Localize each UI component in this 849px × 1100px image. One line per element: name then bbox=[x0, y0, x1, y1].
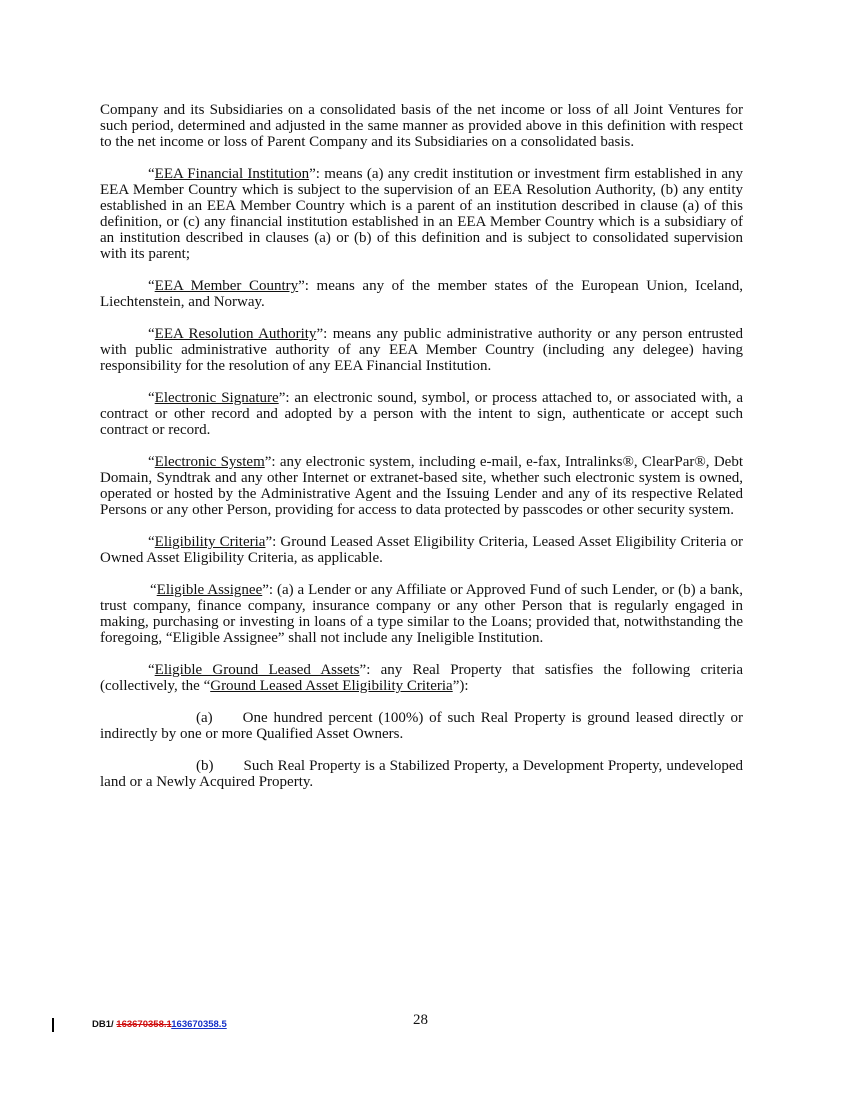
defined-term: Ground Leased Asset Eligibility Criteria bbox=[210, 678, 453, 694]
criteria-item-b: (b) Such Real Property is a Stabilized Property, a Development Property, undeveloped land or a Newly Acquired Property. bbox=[100, 758, 743, 790]
defined-term: Electronic System bbox=[154, 454, 265, 470]
page-footer bbox=[0, 1012, 849, 1052]
item-label: (b) bbox=[196, 758, 214, 774]
item-label: (a) bbox=[196, 710, 213, 726]
definition-eligibility-criteria: “Eligibility Criteria”: Ground Leased Asset Eligibility Criteria, Leased Asset Eligibility Criteria or Owned Asset Eligibility Criteria, as applicable. bbox=[100, 534, 743, 566]
defined-term: EEA Member Country bbox=[154, 278, 299, 294]
defined-term: Eligible Assignee bbox=[156, 582, 263, 598]
page-number: 28 bbox=[413, 1012, 428, 1028]
definition-eligible-assignee: “Eligible Assignee”: (a) a Lender or any Affiliate or Approved Fund of such Lender, or (b) a bank, trust company, finance company, insurance company or any other Person that is regularly engaged in making, purchasing or investing in loans of a type similar to the Loans; provided that, notwithstanding the foregoing, “Eligible Assignee” shall not include any Ineligible Institution. bbox=[100, 582, 744, 646]
document-id-old: 163670358.1 bbox=[116, 1019, 172, 1030]
paragraph-net-income-continuation: Company and its Subsidiaries on a consolidated basis of the net income or loss of all Joint Ventures for such period, determined and adjusted in the same manner as provided above in this definition with respect to the net income or loss of Parent Company and its Subsidiaries on a consolidated basis. bbox=[100, 102, 743, 150]
defined-term: Eligible Ground Leased Assets bbox=[154, 662, 360, 678]
definition-eea-member-country: “EEA Member Country”: means any of the member states of the European Union, Iceland, Liechtenstein, and Norway. bbox=[100, 278, 743, 310]
defined-term: Eligibility Criteria bbox=[154, 534, 266, 550]
defined-term: EEA Financial Institution bbox=[154, 166, 310, 182]
revision-bar bbox=[52, 1018, 54, 1032]
definition-eea-financial-institution: “EEA Financial Institution”: means (a) any credit institution or investment firm established in any EEA Member Country which is subject to the supervision of an EEA Resolution Authority, (b) any entity established in an EEA Member Country which is a parent of an institution described in clause (a) of this definition, or (c) any financial institution established in an EEA Member Country which is a subsidiary of an institution described in clauses (a) or (b) of this definition and is subject to consolidated supervision with its parent; bbox=[100, 166, 743, 262]
document-id-new: 163670358.5 bbox=[171, 1019, 227, 1030]
document-id: DB1/ 163670358.1163670358.5 bbox=[92, 1019, 227, 1030]
definition-eligible-ground-leased-assets: “Eligible Ground Leased Assets”: any Real Property that satisfies the following criteria (collectively, the “Ground Leased Asset Eligibility Criteria”): bbox=[100, 662, 743, 694]
defined-term: Electronic Signature bbox=[154, 390, 279, 406]
definition-eea-resolution-authority: “EEA Resolution Authority”: means any public administrative authority or any person entrusted with public administrative authority of any EEA Member Country (including any delegee) having responsibility for the resolution of any EEA Financial Institution. bbox=[100, 326, 743, 374]
definition-electronic-system: “Electronic System”: any electronic system, including e-mail, e-fax, Intralinks®, ClearPar®, Debt Domain, Syndtrak and any other Internet or extranet-based site, whether such electronic system is owned, operated or hosted by the Administrative Agent and the Issuing Lender and any of its respective Related Persons or any other Person, providing for access to data protected by passcodes or other security system. bbox=[100, 454, 743, 518]
criteria-item-a: (a) One hundred percent (100%) of such Real Property is ground leased directly or indirectly by one or more Qualified Asset Owners. bbox=[100, 710, 743, 742]
definition-electronic-signature: “Electronic Signature”: an electronic sound, symbol, or process attached to, or associated with, a contract or other record and adopted by a person with the intent to sign, authenticate or accept such contract or record. bbox=[100, 390, 743, 438]
defined-term: EEA Resolution Authority bbox=[154, 326, 317, 342]
document-body bbox=[100, 102, 743, 806]
